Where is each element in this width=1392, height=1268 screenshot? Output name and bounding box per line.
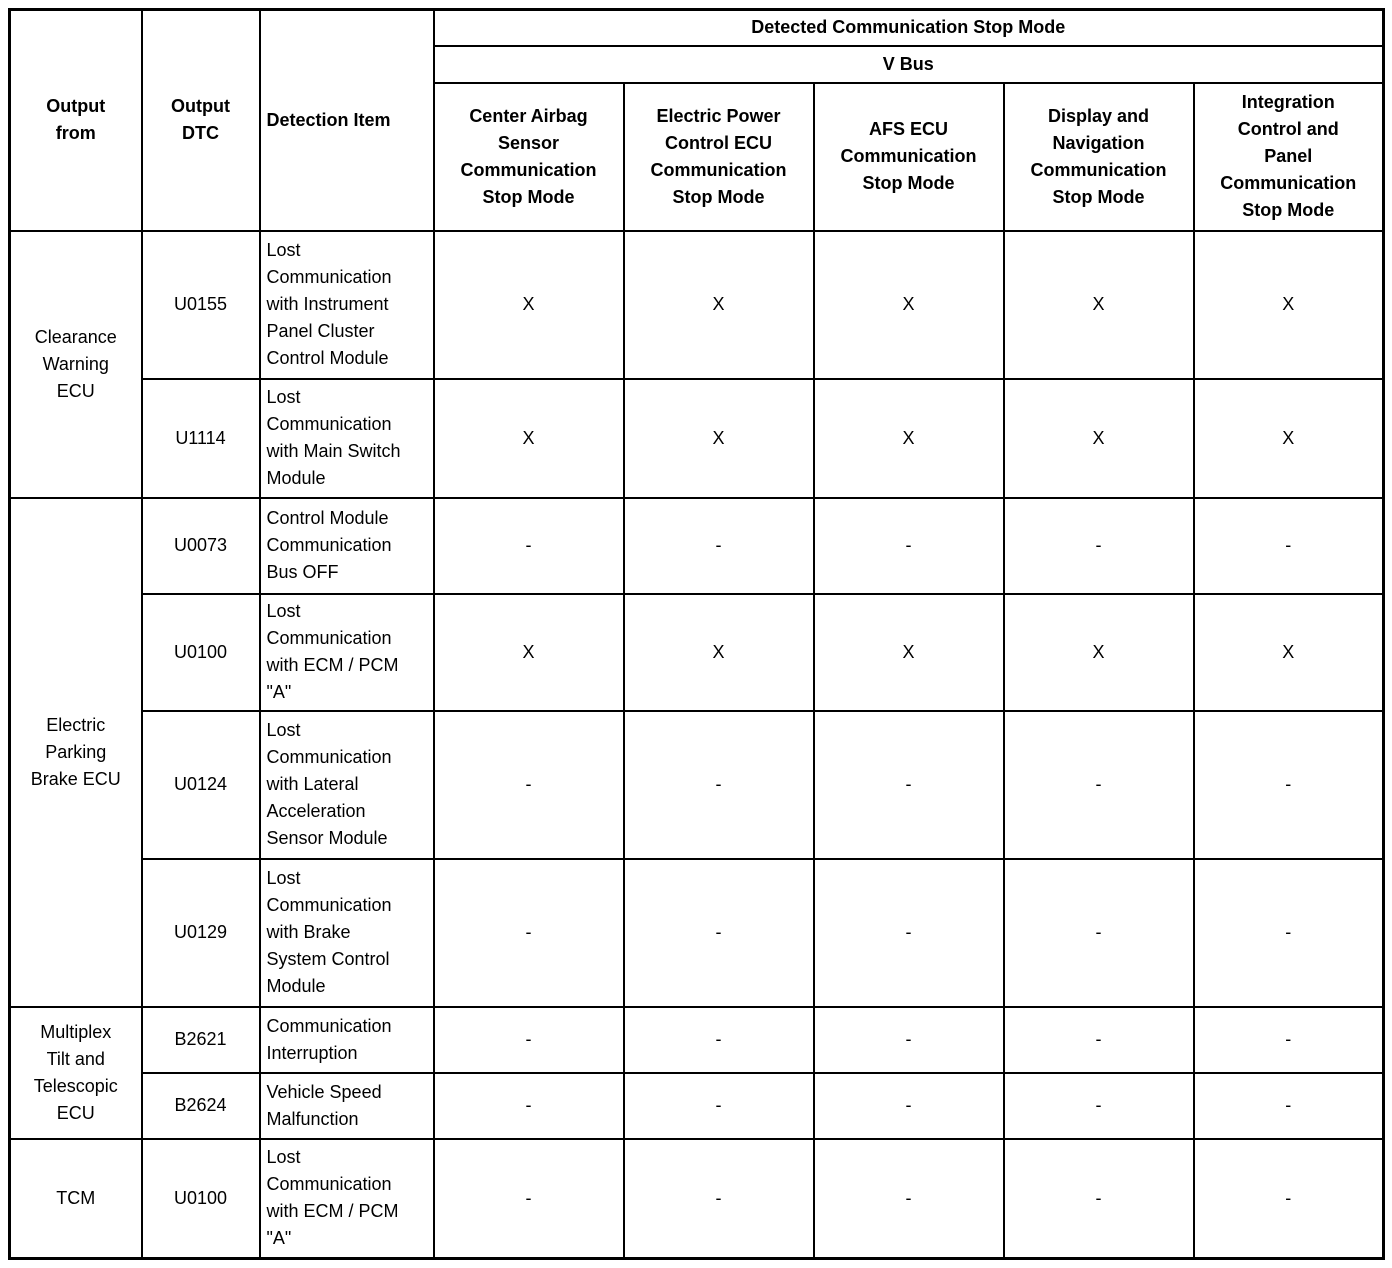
header-detection-item: Detection Item xyxy=(260,10,434,231)
output-dtc-cell: U0155 xyxy=(142,231,260,379)
stop-mode-mark-cell: - xyxy=(814,711,1004,859)
table-row xyxy=(10,594,1384,711)
stop-mode-mark-cell: - xyxy=(1004,1073,1194,1139)
table-row xyxy=(10,1073,1384,1139)
header-v-bus: V Bus xyxy=(434,46,1384,83)
stop-mode-mark-cell: - xyxy=(624,1139,814,1259)
detection-item-cell: Communication Interruption xyxy=(260,1007,434,1073)
communication-stop-mode-table xyxy=(8,8,1385,1260)
stop-mode-mark-cell: - xyxy=(814,859,1004,1007)
header-afs-ecu-stop-mode: AFS ECU Communication Stop Mode xyxy=(814,83,1004,231)
output-dtc-cell: U0129 xyxy=(142,859,260,1007)
stop-mode-mark-cell: - xyxy=(1194,1139,1384,1259)
stop-mode-mark-cell: X xyxy=(1004,231,1194,379)
detection-item-cell: Lost Communication with Lateral Acceleration Sensor Module xyxy=(260,711,434,859)
table-row xyxy=(10,1139,1384,1259)
detection-item-cell: Control Module Communication Bus OFF xyxy=(260,498,434,594)
stop-mode-mark-cell: X xyxy=(624,379,814,498)
header-electric-power-control-ecu-stop-mode: Electric Power Control ECU Communication Stop Mode xyxy=(624,83,814,231)
stop-mode-mark-cell: - xyxy=(1004,859,1194,1007)
stop-mode-mark-cell: X xyxy=(1194,594,1384,711)
stop-mode-mark-cell: X xyxy=(1004,379,1194,498)
output-from-cell: TCM xyxy=(10,1139,142,1259)
stop-mode-mark-cell: X xyxy=(624,594,814,711)
stop-mode-mark-cell: - xyxy=(434,859,624,1007)
stop-mode-mark-cell: - xyxy=(434,1139,624,1259)
stop-mode-mark-cell: - xyxy=(1004,498,1194,594)
stop-mode-mark-cell: X xyxy=(814,594,1004,711)
table-row xyxy=(10,711,1384,859)
output-from-cell: Electric Parking Brake ECU xyxy=(10,498,142,1007)
stop-mode-mark-cell: - xyxy=(1194,711,1384,859)
stop-mode-mark-cell: - xyxy=(1004,1007,1194,1073)
table-header xyxy=(10,10,1384,231)
output-dtc-cell: U0124 xyxy=(142,711,260,859)
table-row xyxy=(10,859,1384,1007)
detection-item-cell: Lost Communication with Brake System Control Module xyxy=(260,859,434,1007)
header-integration-control-and-panel-stop-mode: Integration Control and Panel Communication Stop Mode xyxy=(1194,83,1384,231)
table-row xyxy=(10,379,1384,498)
stop-mode-mark-cell: - xyxy=(814,1139,1004,1259)
stop-mode-mark-cell: - xyxy=(624,1073,814,1139)
stop-mode-mark-cell: - xyxy=(624,498,814,594)
detection-item-cell: Vehicle Speed Malfunction xyxy=(260,1073,434,1139)
output-from-cell: Multiplex Tilt and Telescopic ECU xyxy=(10,1007,142,1139)
output-dtc-cell: U1114 xyxy=(142,379,260,498)
header-row-group xyxy=(10,10,1384,46)
output-dtc-cell: B2621 xyxy=(142,1007,260,1073)
output-dtc-cell: U0100 xyxy=(142,594,260,711)
stop-mode-mark-cell: - xyxy=(814,498,1004,594)
stop-mode-mark-cell: - xyxy=(624,711,814,859)
header-center-airbag-sensor-stop-mode: Center Airbag Sensor Communication Stop Mode xyxy=(434,83,624,231)
stop-mode-mark-cell: - xyxy=(434,711,624,859)
output-dtc-cell: B2624 xyxy=(142,1073,260,1139)
table-row xyxy=(10,231,1384,379)
stop-mode-mark-cell: - xyxy=(1194,498,1384,594)
detection-item-cell: Lost Communication with Instrument Panel Cluster Control Module xyxy=(260,231,434,379)
stop-mode-mark-cell: X xyxy=(814,379,1004,498)
stop-mode-mark-cell: - xyxy=(624,859,814,1007)
header-detected-communication-stop-mode: Detected Communication Stop Mode xyxy=(434,10,1384,46)
stop-mode-mark-cell: - xyxy=(624,1007,814,1073)
stop-mode-mark-cell: X xyxy=(814,231,1004,379)
stop-mode-mark-cell: X xyxy=(434,594,624,711)
stop-mode-mark-cell: X xyxy=(434,231,624,379)
detection-item-cell: Lost Communication with ECM / PCM "A" xyxy=(260,1139,434,1259)
output-dtc-cell: U0073 xyxy=(142,498,260,594)
stop-mode-mark-cell: - xyxy=(434,1007,624,1073)
output-from-cell: Clearance Warning ECU xyxy=(10,231,142,498)
detection-item-cell: Lost Communication with Main Switch Module xyxy=(260,379,434,498)
stop-mode-mark-cell: - xyxy=(1194,1073,1384,1139)
stop-mode-mark-cell: - xyxy=(434,498,624,594)
stop-mode-mark-cell: X xyxy=(434,379,624,498)
header-output-from: Output from xyxy=(10,10,142,231)
detection-item-cell: Lost Communication with ECM / PCM "A" xyxy=(260,594,434,711)
stop-mode-mark-cell: - xyxy=(434,1073,624,1139)
stop-mode-mark-cell: X xyxy=(1004,594,1194,711)
output-dtc-cell: U0100 xyxy=(142,1139,260,1259)
table-row xyxy=(10,1007,1384,1073)
header-output-dtc: Output DTC xyxy=(142,10,260,231)
table-body xyxy=(10,231,1384,1259)
stop-mode-mark-cell: - xyxy=(1004,1139,1194,1259)
stop-mode-mark-cell: X xyxy=(1194,379,1384,498)
stop-mode-mark-cell: - xyxy=(1194,859,1384,1007)
stop-mode-mark-cell: X xyxy=(624,231,814,379)
stop-mode-mark-cell: - xyxy=(814,1073,1004,1139)
stop-mode-mark-cell: X xyxy=(1194,231,1384,379)
stop-mode-mark-cell: - xyxy=(1004,711,1194,859)
header-display-and-navigation-stop-mode: Display and Navigation Communication Stop Mode xyxy=(1004,83,1194,231)
stop-mode-mark-cell: - xyxy=(1194,1007,1384,1073)
table-row xyxy=(10,498,1384,594)
stop-mode-mark-cell: - xyxy=(814,1007,1004,1073)
